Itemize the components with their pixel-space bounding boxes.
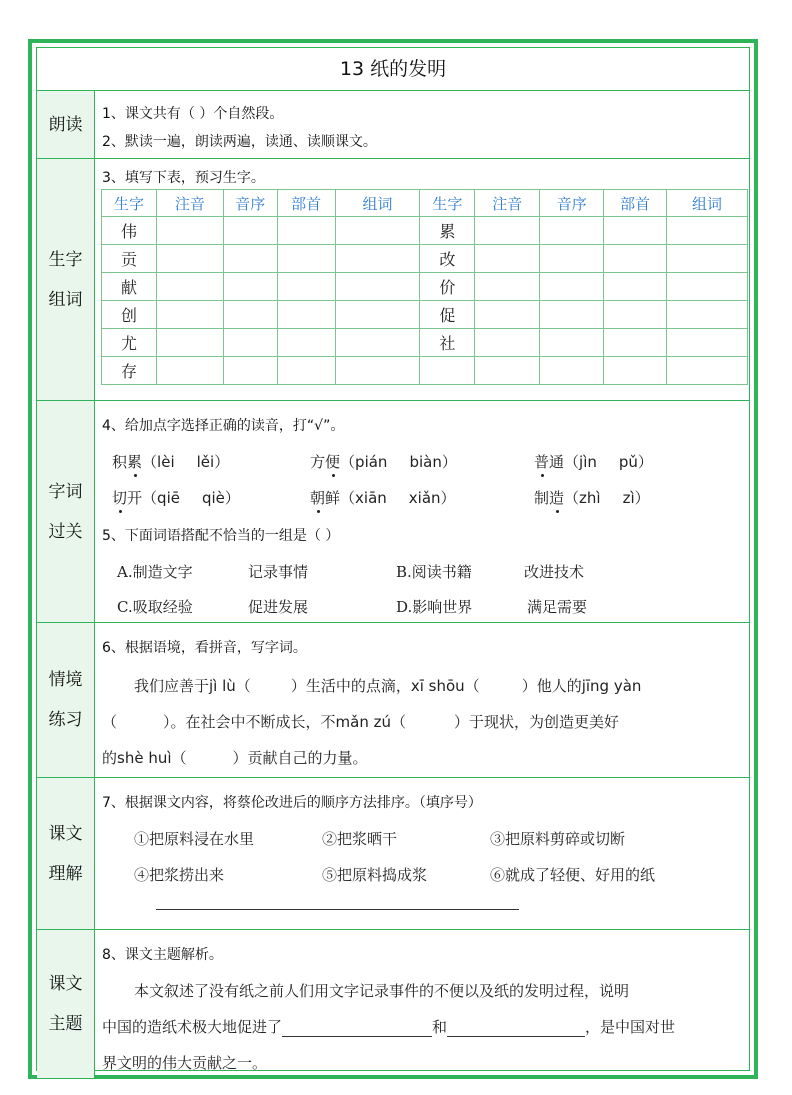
table-header-row bbox=[102, 190, 748, 217]
word-char: 累 bbox=[127, 453, 143, 471]
question-8: 8、课文主题解析。 bbox=[102, 947, 223, 963]
pinyin-option[interactable]: lěi bbox=[196, 453, 215, 471]
pinyin-option[interactable]: zì bbox=[622, 489, 635, 507]
pinyin-option[interactable]: zhì bbox=[579, 489, 601, 507]
table-row bbox=[102, 329, 748, 357]
section-label-words bbox=[37, 401, 95, 622]
answer-cell[interactable] bbox=[540, 273, 604, 301]
section-words bbox=[37, 401, 749, 623]
question-6: 6、根据语境，看拼音，写字词。 bbox=[102, 640, 307, 656]
answer-cell[interactable] bbox=[604, 357, 667, 385]
text: 我们应善于 bbox=[134, 677, 210, 695]
pinyin: xī shōu bbox=[410, 677, 465, 695]
answer-cell[interactable] bbox=[604, 217, 667, 245]
character-cell: 尤 bbox=[102, 329, 157, 357]
question-5: 5、下面词语搭配不恰当的一组是（ ） bbox=[102, 528, 340, 544]
character-cell: 促 bbox=[420, 301, 475, 329]
pinyin: shè huì bbox=[117, 749, 172, 767]
answer-cell[interactable] bbox=[475, 217, 540, 245]
answer-blank[interactable] bbox=[447, 1036, 585, 1037]
pinyin-option[interactable]: xiǎn bbox=[408, 489, 441, 507]
answer-cell[interactable] bbox=[156, 217, 223, 245]
character-cell: 创 bbox=[102, 301, 157, 329]
answer-cell[interactable] bbox=[277, 273, 335, 301]
text: 。在社会中不断成长，不 bbox=[170, 713, 336, 731]
pinyin-option[interactable]: xiān bbox=[355, 489, 387, 507]
worksheet-inner bbox=[36, 47, 750, 1071]
word-char: 积 bbox=[112, 453, 128, 471]
answer-cell[interactable] bbox=[540, 357, 604, 385]
section-context bbox=[37, 623, 749, 778]
answer-cell[interactable] bbox=[475, 245, 540, 273]
answer-cell[interactable] bbox=[667, 357, 748, 385]
option-a-2: 记录事情 bbox=[248, 563, 309, 581]
text: 和 bbox=[432, 1018, 448, 1036]
label-line: 主题 bbox=[48, 1014, 83, 1034]
pinyin-option[interactable]: jìn bbox=[579, 453, 597, 471]
character-cell bbox=[420, 357, 475, 385]
section-label-comprehension bbox=[37, 778, 95, 929]
section-characters bbox=[37, 159, 749, 401]
answer-cell[interactable] bbox=[156, 301, 223, 329]
answer-cell[interactable] bbox=[223, 273, 277, 301]
text: 中国的造纸术极大地促进了 bbox=[102, 1018, 283, 1036]
answer-cell[interactable] bbox=[540, 329, 604, 357]
text: 的 bbox=[102, 749, 118, 767]
answer-cell[interactable] bbox=[277, 217, 335, 245]
header-cell: 生字 bbox=[420, 190, 475, 217]
table-row bbox=[102, 273, 748, 301]
step-5: ⑤把原料捣成浆 bbox=[322, 866, 428, 884]
step-1: ①把原料浸在水里 bbox=[134, 830, 255, 848]
answer-cell[interactable] bbox=[277, 329, 335, 357]
step-4: ④把浆捞出来 bbox=[134, 866, 225, 884]
label-line: 生字 bbox=[48, 249, 83, 270]
question-3: 3、填写下表，预习生字。 bbox=[102, 170, 265, 186]
text: 贡献自己的力量。 bbox=[247, 749, 368, 767]
answer-cell[interactable] bbox=[335, 245, 420, 273]
character-cell: 累 bbox=[420, 217, 475, 245]
answer-cell[interactable] bbox=[156, 245, 223, 273]
option-d-2: 满足需要 bbox=[527, 598, 588, 616]
section-comprehension bbox=[37, 778, 749, 930]
word-char: 方 bbox=[310, 453, 326, 471]
section-label-characters bbox=[37, 159, 95, 400]
header-cell: 部首 bbox=[604, 190, 667, 217]
answer-cell[interactable] bbox=[335, 301, 420, 329]
pinyin-option[interactable]: qiē bbox=[157, 489, 180, 507]
pinyin-option[interactable]: pián bbox=[355, 453, 388, 471]
pronunciation-item: 切开（qiē qiè） bbox=[112, 489, 240, 507]
answer-line[interactable] bbox=[156, 909, 519, 910]
answer-cell[interactable] bbox=[223, 217, 277, 245]
theme-line-1: 本文叙述了没有纸之前人们用文字记录事件的不便以及纸的发明过程，说明 bbox=[134, 982, 630, 1000]
header-cell: 音序 bbox=[223, 190, 277, 217]
pronunciation-item: 方便（pián biàn） bbox=[310, 453, 457, 471]
table-row bbox=[102, 357, 748, 385]
option-b-1[interactable]: B.阅读书籍 bbox=[396, 563, 472, 581]
answer-cell[interactable] bbox=[277, 245, 335, 273]
text: 于现状，为创造更美好 bbox=[469, 713, 620, 731]
context-line-1: 我们应善于jì lù（ ）生活中的点滴，xī shōu（ ）他人的jīng yàn bbox=[134, 677, 642, 695]
word-char: 鲜 bbox=[325, 489, 341, 507]
label-line: 组词 bbox=[48, 289, 83, 310]
label-line: 理解 bbox=[48, 863, 83, 884]
label-line: 过关 bbox=[48, 521, 83, 542]
pinyin-option[interactable]: biàn bbox=[409, 453, 442, 471]
answer-cell[interactable] bbox=[335, 329, 420, 357]
word-char: 造 bbox=[549, 489, 565, 507]
character-cell: 贡 bbox=[102, 245, 157, 273]
answer-cell[interactable] bbox=[277, 357, 335, 385]
pronunciation-item: 制造（zhì zì） bbox=[534, 489, 650, 507]
section-label-theme bbox=[37, 930, 95, 1078]
word-char: 朝 bbox=[310, 489, 326, 507]
answer-cell[interactable] bbox=[604, 245, 667, 273]
answer-cell[interactable] bbox=[475, 357, 540, 385]
label-line: 情境 bbox=[48, 670, 83, 690]
character-cell: 改 bbox=[420, 245, 475, 273]
text: 生活中的点滴， bbox=[305, 677, 411, 695]
question-7: 7、根据课文内容，将蔡伦改进后的顺序方法排序。（填序号） bbox=[102, 795, 482, 811]
step-3: ③把原料剪碎或切断 bbox=[490, 830, 626, 848]
question-4: 4、给加点字选择正确的读音，打“√”。 bbox=[102, 418, 345, 434]
step-6: ⑥就成了轻便、好用的纸 bbox=[490, 866, 656, 884]
character-cell: 价 bbox=[420, 273, 475, 301]
table-row bbox=[102, 217, 748, 245]
worksheet-frame bbox=[28, 39, 758, 1079]
answer-cell[interactable] bbox=[156, 273, 223, 301]
pronunciation-item: 朝鲜（xiān xiǎn） bbox=[310, 489, 456, 507]
header-cell: 部首 bbox=[277, 190, 335, 217]
word-char: 开 bbox=[127, 489, 143, 507]
word-char: 便 bbox=[325, 453, 341, 471]
answer-cell[interactable] bbox=[223, 245, 277, 273]
answer-cell[interactable] bbox=[540, 245, 604, 273]
pinyin-option[interactable]: pǔ bbox=[618, 453, 638, 471]
answer-blank[interactable] bbox=[282, 1036, 432, 1037]
label-line: 课文 bbox=[48, 823, 83, 844]
option-a-1[interactable]: A.制造文字 bbox=[117, 563, 193, 581]
word-char: 制 bbox=[534, 489, 550, 507]
answer-cell[interactable] bbox=[223, 329, 277, 357]
answer-cell[interactable] bbox=[335, 217, 420, 245]
answer-cell[interactable] bbox=[156, 357, 223, 385]
context-line-2: （ ）。在社会中不断成长，不mǎn zú（ ）于现状，为创造更美好 bbox=[102, 713, 620, 731]
answer-cell[interactable] bbox=[223, 357, 277, 385]
text: ，是中国对世 bbox=[585, 1018, 676, 1036]
question-2: 2、默读一遍，朗读两遍，读通、读顺课文。 bbox=[102, 134, 377, 150]
character-cell: 社 bbox=[420, 329, 475, 357]
section-label-reading bbox=[37, 91, 95, 158]
pinyin-option[interactable]: lèi bbox=[157, 453, 175, 471]
label-line: 练习 bbox=[48, 710, 83, 730]
page-title: 13 纸的发明 bbox=[37, 48, 749, 91]
answer-cell[interactable] bbox=[667, 329, 748, 357]
context-line-3: 的shè huì（ ）贡献自己的力量。 bbox=[102, 749, 368, 767]
header-cell: 生字 bbox=[102, 190, 157, 217]
answer-cell[interactable] bbox=[667, 301, 748, 329]
answer-cell[interactable] bbox=[604, 301, 667, 329]
header-cell: 组词 bbox=[335, 190, 420, 217]
answer-cell[interactable] bbox=[277, 301, 335, 329]
answer-cell[interactable] bbox=[156, 329, 223, 357]
pinyin: jì lù bbox=[209, 677, 236, 695]
option-b-2: 改进技术 bbox=[524, 563, 585, 581]
step-2: ②把浆晒干 bbox=[322, 830, 398, 848]
character-table bbox=[101, 189, 748, 385]
answer-cell[interactable] bbox=[335, 357, 420, 385]
section-reading bbox=[37, 91, 749, 159]
answer-cell[interactable] bbox=[604, 273, 667, 301]
pinyin-option[interactable]: qiè bbox=[201, 489, 225, 507]
word-char: 通 bbox=[549, 453, 565, 471]
character-cell: 献 bbox=[102, 273, 157, 301]
option-d-1[interactable]: D.影响世界 bbox=[396, 598, 473, 616]
answer-cell[interactable] bbox=[475, 301, 540, 329]
header-cell: 注音 bbox=[475, 190, 540, 217]
answer-cell[interactable] bbox=[667, 273, 748, 301]
answer-cell[interactable] bbox=[667, 217, 748, 245]
answer-cell[interactable] bbox=[223, 301, 277, 329]
answer-cell[interactable] bbox=[667, 245, 748, 273]
header-cell: 音序 bbox=[540, 190, 604, 217]
label-line: 课文 bbox=[48, 974, 83, 994]
answer-cell[interactable] bbox=[335, 273, 420, 301]
theme-line-2 bbox=[102, 1016, 675, 1037]
character-cell: 伟 bbox=[102, 217, 157, 245]
header-cell: 组词 bbox=[667, 190, 748, 217]
answer-cell[interactable] bbox=[475, 273, 540, 301]
character-cell: 存 bbox=[102, 357, 157, 385]
pronunciation-item: 普通（jìn pǔ） bbox=[534, 453, 653, 471]
label-line: 朗读 bbox=[48, 114, 83, 135]
option-c-2: 促进发展 bbox=[248, 598, 309, 616]
section-theme bbox=[37, 930, 749, 1078]
theme-line-3: 界文明的伟大贡献之一。 bbox=[102, 1054, 268, 1072]
label-line: 字词 bbox=[48, 481, 83, 502]
text: 他人的 bbox=[536, 677, 582, 695]
question-1: 1、课文共有（ ）个自然段。 bbox=[102, 106, 284, 122]
header-cell: 注音 bbox=[156, 190, 223, 217]
word-char: 普 bbox=[534, 453, 550, 471]
table-row bbox=[102, 301, 748, 329]
answer-cell[interactable] bbox=[604, 329, 667, 357]
answer-cell[interactable] bbox=[540, 217, 604, 245]
answer-cell[interactable] bbox=[540, 301, 604, 329]
pinyin: mǎn zú bbox=[335, 713, 392, 731]
pronunciation-item: 积累（lèi lěi） bbox=[112, 453, 230, 471]
answer-cell[interactable] bbox=[475, 329, 540, 357]
pinyin: jīng yàn bbox=[581, 677, 642, 695]
option-c-1[interactable]: C.吸取经验 bbox=[117, 598, 193, 616]
word-char: 切 bbox=[112, 489, 128, 507]
section-label-context bbox=[37, 623, 95, 777]
table-row bbox=[102, 245, 748, 273]
